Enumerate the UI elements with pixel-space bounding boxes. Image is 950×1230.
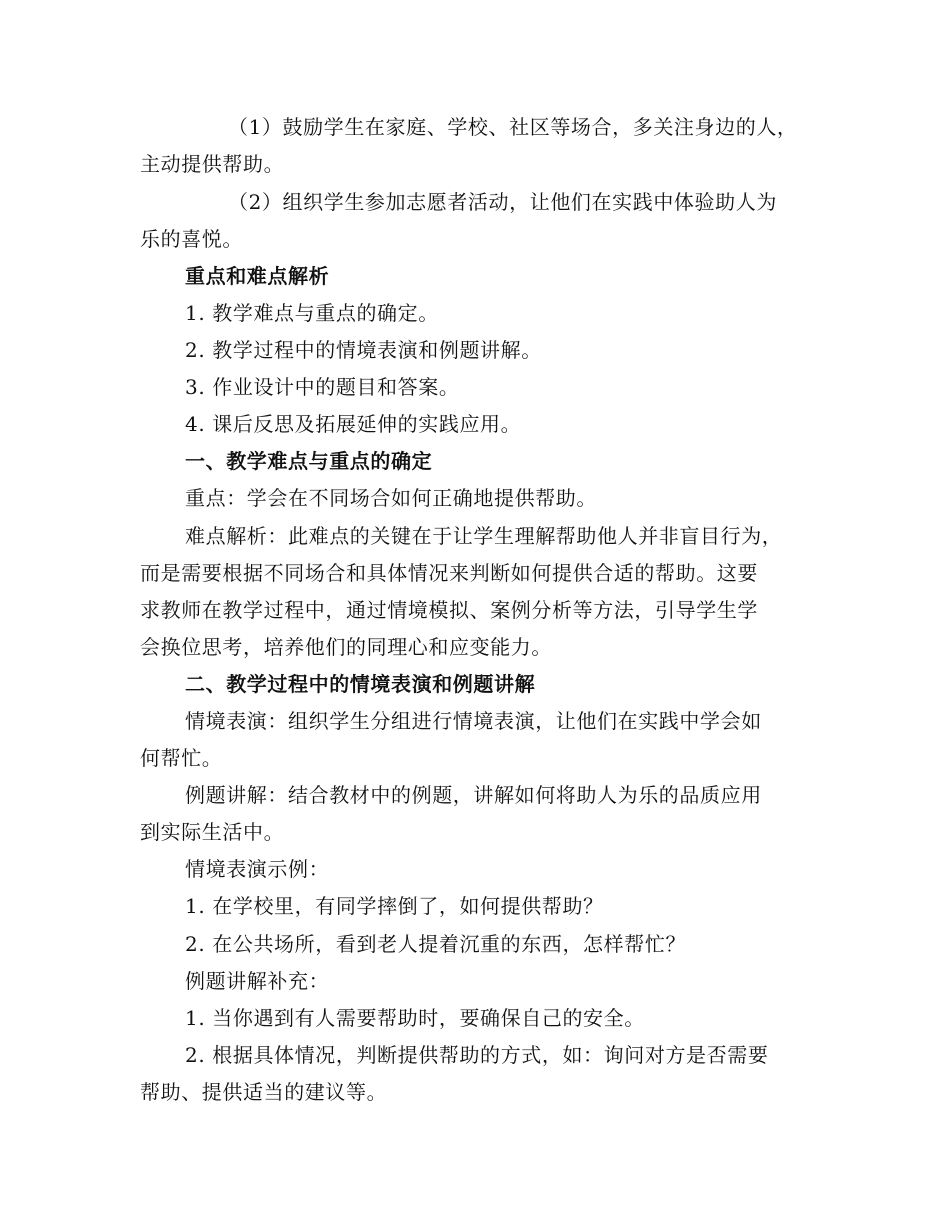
paragraph-line: （1）鼓励学生在家庭、学校、社区等场合，多关注身边的人， — [228, 115, 798, 139]
paragraph-line: 乐的喜悦。 — [140, 227, 243, 251]
paragraph-line: 会换位思考，培养他们的同理心和应变能力。 — [140, 635, 552, 659]
paragraph-line: 例题讲解：结合教材中的例题，讲解如何将助人为乐的品质应用 — [185, 783, 762, 807]
section-heading: 一、教学难点与重点的确定 — [185, 449, 433, 473]
paragraph-line: 重点：学会在不同场合如何正确地提供帮助。 — [185, 486, 597, 510]
paragraph-line: （2）组织学生参加志愿者活动，让他们在实践中体验助人为 — [228, 190, 777, 214]
section-heading: 二、教学过程中的情境表演和例题讲解 — [185, 672, 536, 696]
paragraph-line: 求教师在教学过程中，通过情境模拟、案例分析等方法，引导学生学 — [140, 598, 758, 622]
paragraph-line: 而是需要根据不同场合和具体情况来判断如何提供合适的帮助。这要 — [140, 561, 758, 585]
list-item: 1. 教学难点与重点的确定。 — [185, 301, 439, 325]
paragraph-line: 帮助、提供适当的建议等。 — [140, 1080, 388, 1104]
list-item: 1. 当你遇到有人需要帮助时，要确保自己的安全。 — [185, 1006, 645, 1030]
paragraph-line: 主动提供帮助。 — [140, 152, 285, 176]
list-item: 4. 课后反思及拓展延伸的实践应用。 — [185, 412, 522, 436]
paragraph-line: 何帮忙。 — [140, 746, 223, 770]
list-item: 2. 在公共场所，看到老人提着沉重的东西，怎样帮忙？ — [185, 932, 687, 956]
section-heading: 重点和难点解析 — [185, 264, 330, 288]
paragraph-line: 难点解析：此难点的关键在于让学生理解帮助他人并非盲目行为， — [185, 524, 783, 548]
paragraph-line: 到实际生活中。 — [140, 820, 285, 844]
list-item: 2. 根据具体情况，判断提供帮助的方式，如：询问对方是否需要 — [185, 1043, 769, 1067]
paragraph-line: 情境表演示例： — [185, 857, 330, 881]
list-item: 2. 教学过程中的情境表演和例题讲解。 — [185, 338, 542, 362]
paragraph-line: 例题讲解补充： — [185, 969, 330, 993]
list-item: 3. 作业设计中的题目和答案。 — [185, 375, 460, 399]
list-item: 1. 在学校里，有同学摔倒了，如何提供帮助？ — [185, 894, 604, 918]
paragraph-line: 情境表演：组织学生分组进行情境表演，让他们在实践中学会如 — [185, 709, 762, 733]
